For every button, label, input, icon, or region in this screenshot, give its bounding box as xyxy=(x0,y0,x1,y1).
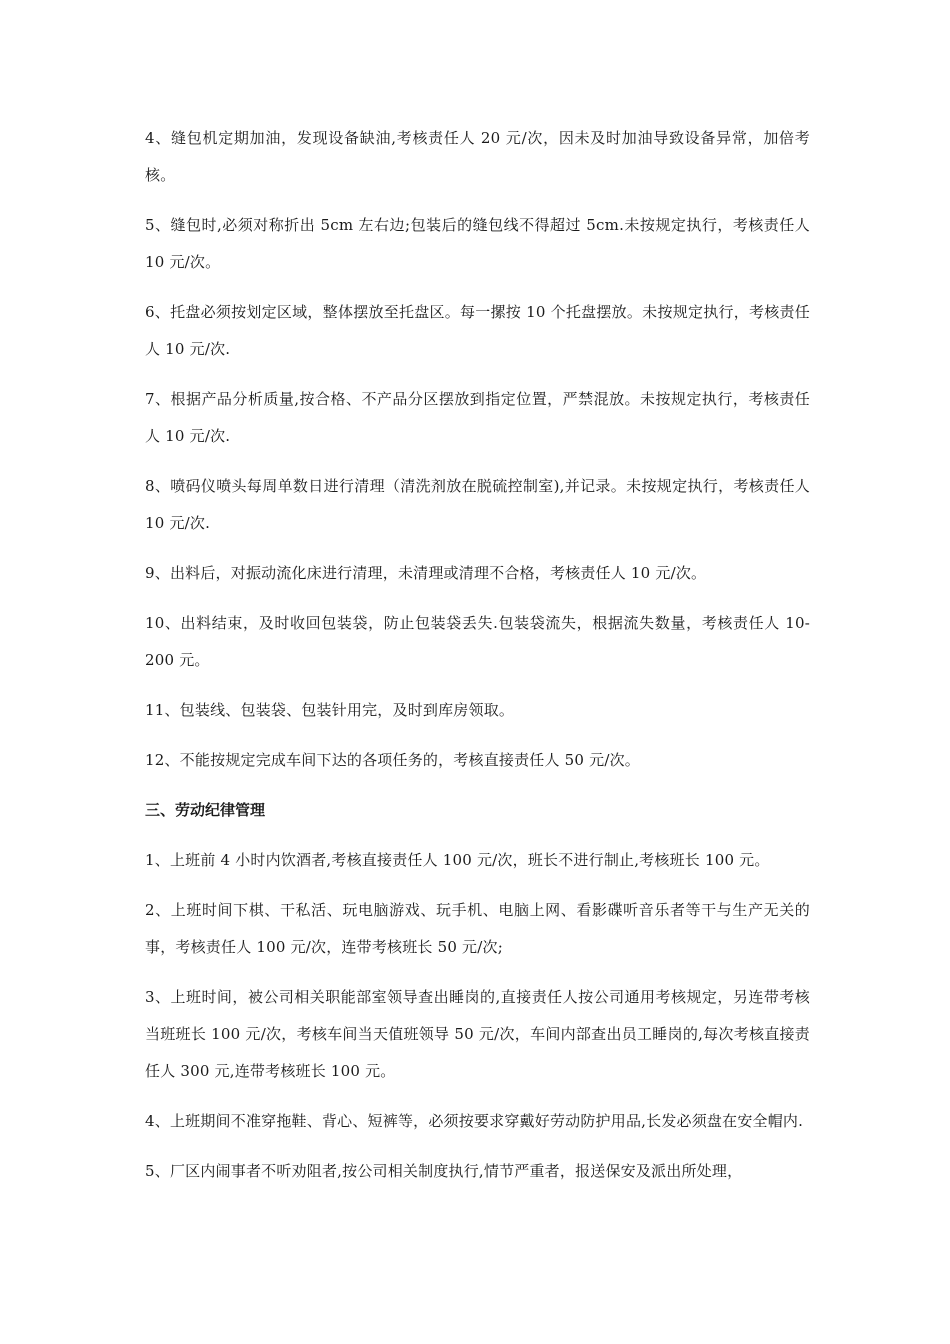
discipline-item-3: 3、上班时间，被公司相关职能部室领导查出睡岗的,直接责任人按公司通用考核规定，另连带考核当班班长 100 元/次，考核车间当天值班领导 50 元/次，车间内部查出员工睡岗的,每次考核直接责任人 300 元,连带考核班长 100 元。 xyxy=(145,988,810,1080)
paragraph-item-9: 9、出料后，对振动流化床进行清理，未清理或清理不合格，考核责任人 10 元/次。 xyxy=(145,564,707,582)
paragraph-item-7: 7、根据产品分析质量,按合格、不产品分区摆放到指定位置，严禁混放。未按规定执行，考核责任人 10 元/次. xyxy=(145,390,810,445)
paragraph-item-4: 4、缝包机定期加油，发现设备缺油,考核责任人 20 元/次，因未及时加油导致设备异常，加倍考核。 xyxy=(145,129,810,184)
section-heading: 三、劳动纪律管理 xyxy=(145,801,266,819)
discipline-item-1: 1、上班前 4 小时内饮酒者,考核直接责任人 100 元/次，班长不进行制止,考核班长 100 元。 xyxy=(145,851,770,869)
paragraph-item-10: 10、出料结束，及时收回包装袋，防止包装袋丢失.包装袋流失，根据流失数量，考核责任人 10-200 元。 xyxy=(145,614,810,669)
discipline-item-5: 5、厂区内闹事者不听劝阻者,按公司相关制度执行,情节严重者，报送保安及派出所处理， xyxy=(145,1162,743,1180)
document-body xyxy=(145,120,810,1203)
paragraph-item-11: 11、包装线、包装袋、包装针用完，及时到库房领取。 xyxy=(145,701,515,719)
paragraph-item-5: 5、缝包时,必须对称折出 5cm 左右边;包装后的缝包线不得超过 5cm.未按规定执行，考核责任人 10 元/次。 xyxy=(145,216,810,271)
paragraph-item-8: 8、喷码仪喷头每周单数日进行清理（清洗剂放在脱硫控制室),并记录。未按规定执行，考核责任人 10 元/次. xyxy=(145,477,810,532)
paragraph-item-6: 6、托盘必须按划定区域，整体摆放至托盘区。每一摞按 10 个托盘摆放。未按规定执行，考核责任人 10 元/次. xyxy=(145,303,810,358)
paragraph-item-12: 12、不能按规定完成车间下达的各项任务的，考核直接责任人 50 元/次。 xyxy=(145,751,640,769)
discipline-item-4: 4、上班期间不准穿拖鞋、背心、短裤等，必须按要求穿戴好劳动防护用品,长发必须盘在安全帽内. xyxy=(145,1112,804,1130)
discipline-item-2: 2、上班时间下棋、干私活、玩电脑游戏、玩手机、电脑上网、看影碟听音乐者等干与生产无关的事，考核责任人 100 元/次，连带考核班长 50 元/次; xyxy=(145,901,810,956)
